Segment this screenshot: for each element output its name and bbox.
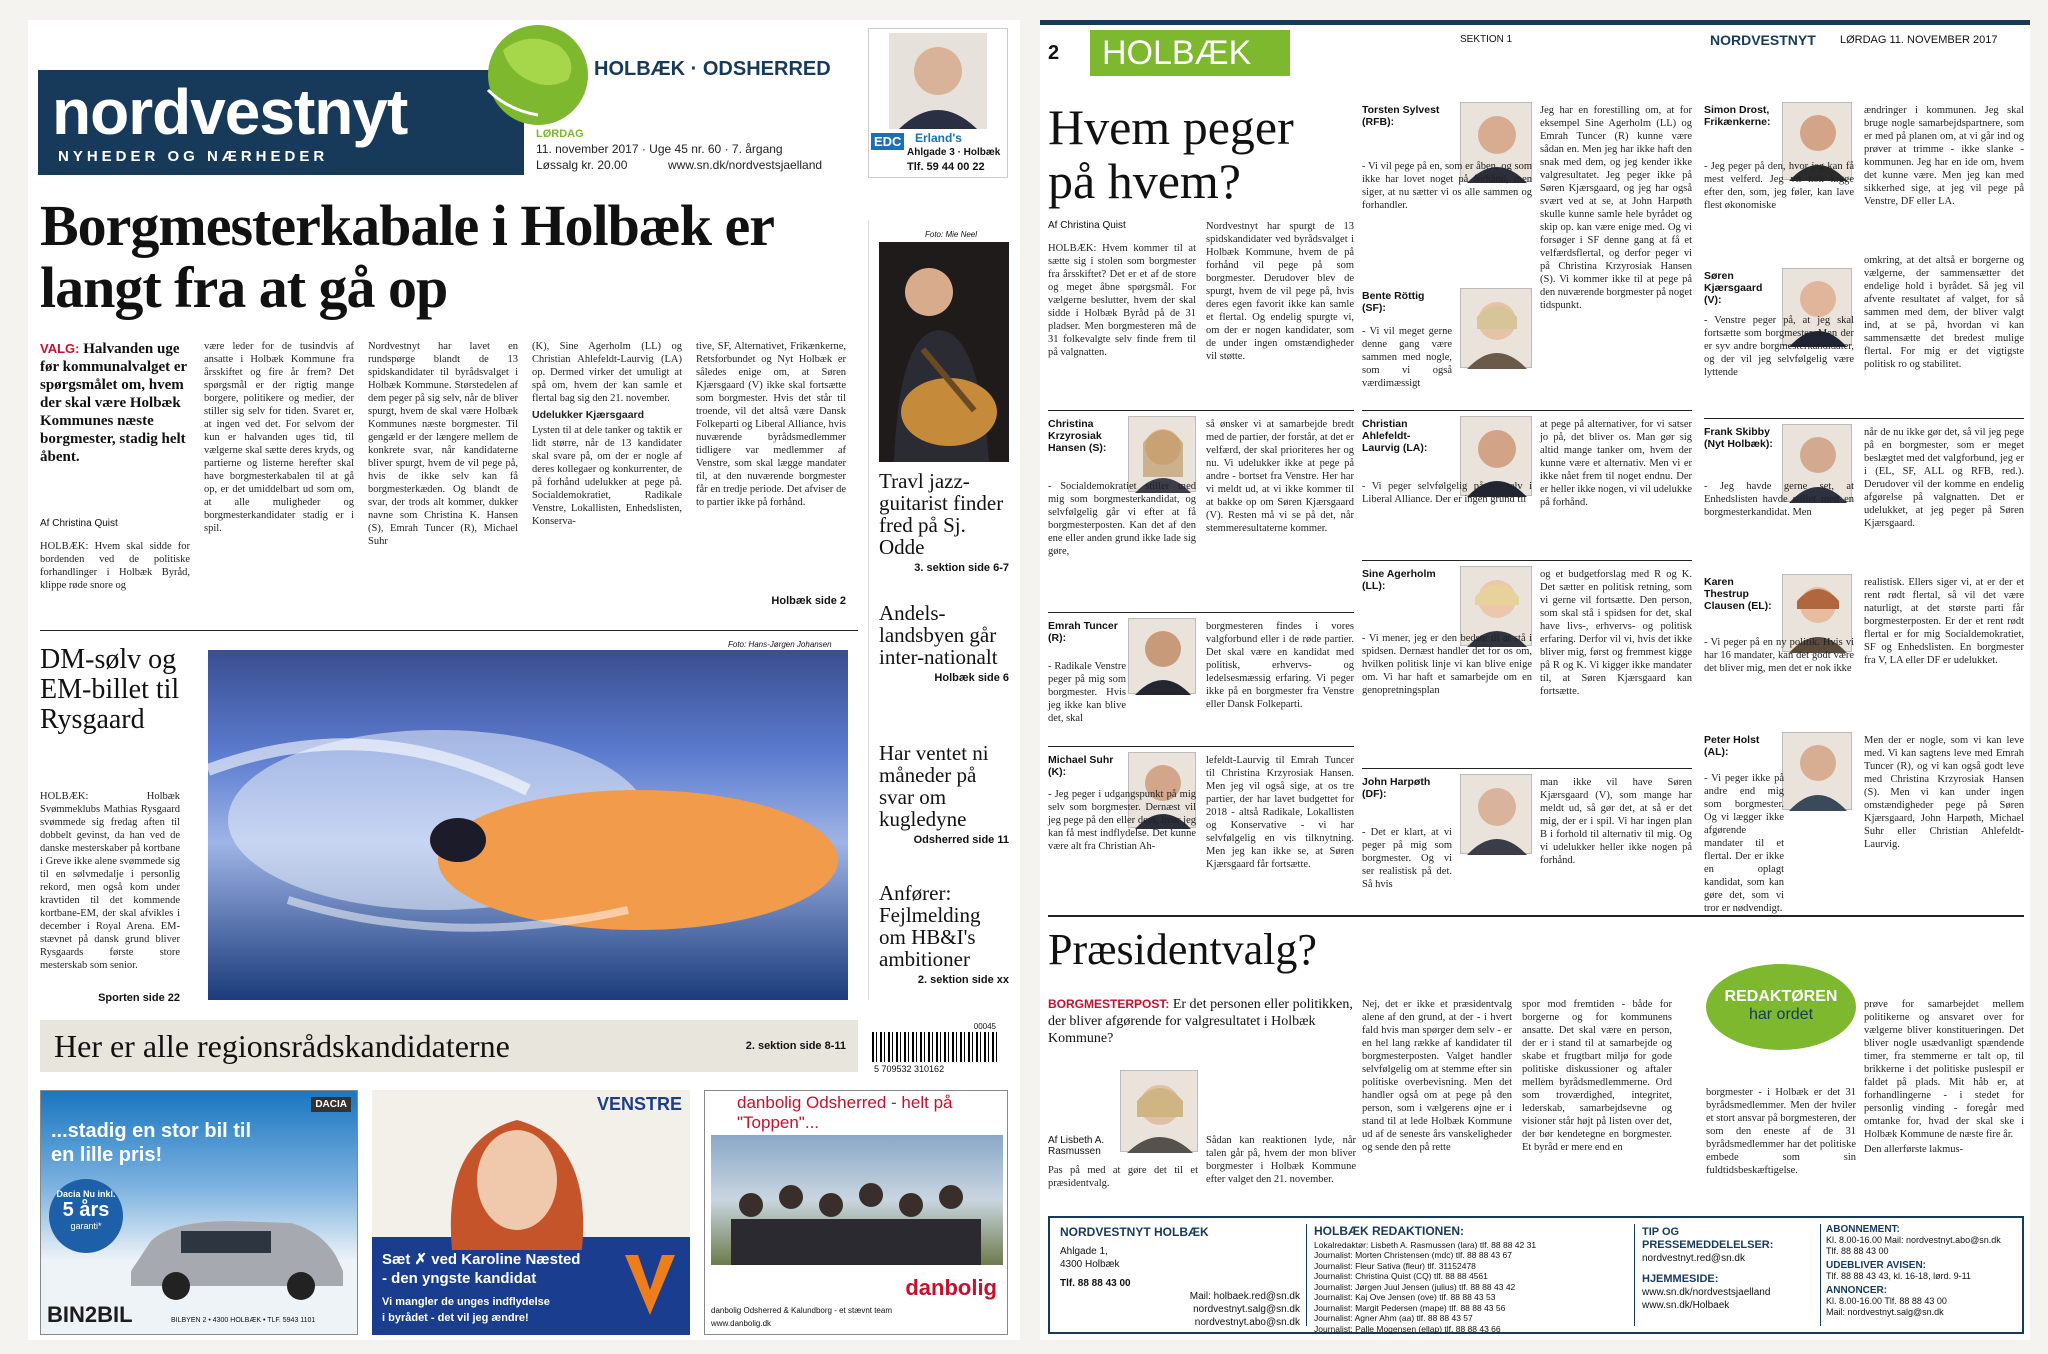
cand-tuncer-quote: - Radikale Venstre peger på mig som borgmester. Hvis jeg ikke kan blive det, skal [1048,661,1126,724]
feature-col3: Jeg har en forestilling om, at for eksempel Sine Agerholm (LL) og Emrah Tuncer (R) kunne være sådan en. Men jeg har ikke haft den snak med dem, og jeg kender ikke valgresultatet. Jeg peger ikke på Søren Kjærsgaard, og jeg har også svært ved at se, at John Harpøth skulle kunne samle hele byrådet og skip op. kan være enige med. Og vi forsøger i SF denne gang at få et velfærdsflertal, og derfor peger vi på Christina Krzyrosiak Hansen (S). Vi kommer ikke til at pege på den nuværende borgmester på noget tidspunkt. [1540,105,1693,311]
editorial-byline: Af Lisbeth A. Rasmussen [1048,1135,1105,1157]
footer-abo-line4: Kl. 8.00-16.00 Tlf. 88 88 43 00 [1826,1296,1947,1306]
feature-col4c: når de nu ikke gør det, så vil jeg pege på en borgmester, som er meget beslægtet med det valgforbund, jeg er i (EL, SF, ALL og RFB, red.). Derudover vil der komme en endelig afgørelse på valgnatten. Det er udelukket, at jeg peger på Søren Kjærsgaard. [1864,427,2024,529]
cand-holst-name: Peter Holst (AL): [1704,734,1760,758]
ad-danbolig-web: www.danbolig.dk [711,1319,772,1328]
section-tab[interactable]: HOLBÆK [1090,30,1290,76]
masthead-day: LØRDAG [536,128,584,140]
rule-c3-1 [1704,418,2024,419]
masthead [38,70,524,175]
masthead-tagline: NYHEDER OG NÆRHEDER [58,148,329,165]
cand-rottig-quote: - Vi vil meget gerne denne gang være sammen med nogle, som vi også værdimæssigt [1362,326,1452,389]
rule-c2-2 [1362,560,1692,561]
cand-skibby-quote: - Jeg havde gerne set, at Enhedslisten havde stillet med en borgmesterkandidat. Men [1704,481,1854,518]
editor-stamp-b: har ordet [1748,1006,1814,1023]
editorial-byline-photo [1120,1070,1198,1152]
cand-clausen-quote: - Vi peger på en ny politik. Hvis vi har 16 mandater, kan det godt være det bliver mig, men det er nok ikke [1704,637,1854,674]
feature-col3d: man ikke vil have Søren Kjærsgaard (V), som mange har meldt ud, så gør det, at så er det mig, der er i spil. Vi har ingen plan B i forhold til alternativ til mig. Og vi udelukker heller ikke nogen på forhånd. [1540,777,1692,866]
cand-rottig-name: Bente Röttig (SF): [1362,290,1425,314]
ad-erlands[interactable] [868,28,1008,178]
footer-staff-line: Journalist: Jørgen Juul Jensen (julius) tlf. 88 88 43 42 [1314,1281,1516,1292]
editor-stamp-a: REDAKTØREN [1724,988,1838,1005]
cand-tuncer-name: Emrah Tuncer (R): [1048,620,1118,644]
sidebar-photo-credit: Foto: Mie Neel [925,230,978,239]
cand-krzyrosiak-quote: - Socialdemokratiet stiller med mig som borgmesterkandidat, og selvfølgelig går vi efter at få borgmesterposten. Kan det af den ene eller anden grund ikke lade sig gøre, [1048,481,1196,557]
lead-deck [40,340,190,466]
footer-staff-line: Journalist: Kaj Ove Jensen (ove) tlf. 88 88 43 53 [1314,1292,1496,1302]
lead-deck-text: Halvanden uge før kommunalvalget er spørgsmålet om, hvem der skal være Holbæk Kommunes næste borgmester, stadig helt åbent. [40,341,187,465]
inside-page [1040,20,2030,1340]
barcode-bottom: 5 709532 310162 [874,1064,945,1074]
footer-tips-title: TIP OG PRESSEMEDDELELSER: [1642,1226,1774,1251]
feature-col4e: Men der er nogle, som vi kan leve med. Vi kan sagtens leve med Emrah Tuncer (R), og vi kan også godt leve med Christina Krzyrosiak Hansen (S). Men vi kan under ingen omstændigheder pege på Søren Kjærsgaard, John Harpøth, Michael Suhr eller Christian Ahlefeldt-Laurvig. [1864,735,2024,850]
footer-web-2[interactable]: www.sn.dk/Holbaek [1642,1300,1730,1311]
page-date: LØRDAG 11. NOVEMBER 2017 [1840,34,1998,46]
ad-venstre-portrait [432,1100,602,1250]
editorial-col5b-text: Den allerførste lakmus- [1864,1144,1964,1155]
sidebar-item-1-ref: 3. sektion side 6-7 [914,562,1009,574]
cand-ahlefeldt-quote: - Vi peger selvfølgelig på os selv i Liberal Alliance. Der er ingen grund til [1362,481,1532,505]
masthead-regions: HOLBÆK · ODSHERRED [594,58,831,80]
cand-agerholm-quote: - Vi mener, jeg er den bedste til at stå i spidsen. Dernæst handler det for os om, hvilken politisk linje vi kan blive enige om. Vi har haft et samarbejde om en genopretningsplan [1362,633,1532,696]
feature-col4b: omkring, at det altså er borgerne og vælgerne, der sammensætter det endelige hold i byrådet. Så jeg vil afvente resultatet af valget, for så sammen med dem, der bliver valgt ind, at se på, hvordan vi kan sammensætte det bredest mulige flertal. For mig er det vigtigste politisk ro og stabilitet. [1864,255,2024,370]
cand-skibby-name: Frank Skibby (Nyt Holbæk): [1704,426,1773,450]
footer-tips-mail[interactable]: nordvestnyt.red@sn.dk [1642,1253,1745,1264]
ad-dacia-address: BILBYEN 2 • 4300 HOLBÆK • TLF. 5943 1101 [171,1317,316,1324]
footer-abo-line2: Tlf. 88 88 43 00 [1826,1246,1889,1256]
feature-intro-a: HOLBÆK: Hvem kommer til at sætte sig i stolen som borgmester fra årsskiftet? Det er et af de store og meget åbne spørgsmål. For vælgerne beslutter, hvem der skal sidde i Holbæk Byråd på de 31 pladser. Men borgmesteren må de 31 folkevalgte selv finde frem til på valgnatten. [1048,243,1196,358]
footer-abo-line1: Kl. 8.00-16.00 Mail: nordvestnyt.abo@sn.dk [1826,1235,2001,1245]
ad-venstre-party: VENSTRE [596,1094,682,1114]
masthead-price: Løssalg kr. 20.00 [536,158,628,172]
footer-staff-line: Journalist: Christina Quist (CQ) tlf. 88 88 4561 [1314,1271,1488,1281]
front-page [28,20,1020,1340]
ad-danbolig-photo [711,1135,1003,1265]
rule-c1-3 [1048,746,1354,747]
lead-headline[interactable]: Borgmesterkabale i Holbæk er langt fra at gå op [40,193,773,320]
sidebar-item-3-ref: Odsherred side 11 [913,834,1009,846]
ad-venstre[interactable] [372,1090,690,1335]
footer-web-1[interactable]: www.sn.dk/nordvestsjaelland [1642,1287,1771,1298]
editorial-deck-text: Er det personen eller politikken, der bliver afgørende for valgresultatet i Holbæk Kommune? [1048,997,1353,1046]
footer-abo-title: ABONNEMENT: [1826,1224,1900,1235]
sidebar-item-4-headline: Anfører: Fejlmelding om HB&I's ambitioner [879,881,981,971]
lead-col4b-text: Lysten til at dele tanker og taktik er lidt større, når de 13 kandidater skal svare på, om der er nogle af deres kollegaer og konkurrenter, de på forhånd udelukker at pege på. Socialdemokratiet, Radikale Venstre, Lokallisten, Enhedslisten, Konserva- [532,425,682,527]
rule-c2-1 [1362,410,1692,411]
editorial-kicker: BORGMESTERPOST: [1048,997,1170,1011]
barcode-top: 00045 [973,1022,996,1031]
feature-headline[interactable]: Hvem peger på hvem? [1048,99,1294,209]
editorial-col1: Pas på med at gøre det til et præsidentvalg. [1048,1165,1198,1189]
cand-harpoth-quote: - Det er klart, at vi peger på mig som borgmester. Og vi ser realistisk på det. Så hvis [1362,827,1452,890]
lead-body-col3: Nordvestnyt har lavet en rundspørge blandt de 13 spidskandidater til byrådsvalget i Holbæk Kommune. Størstedelen af dem peger på sig selv, når de bliver spurgt, hvem de skal være Holbæk Kommunes næste borgmester. Til gengæld er der længere mellem de konkrete svar, når kandidaterne bliver spurgt, hvem de vil pege på, hvis de ikke selv kan få borgmesterkæden. Og blandt de svar, der trods alt kommer, dukker navne som Christina K. Hansen (S), Emrah Tuncer (R), Michael Suhr [368,341,518,547]
footer-office-address1: Ahlgade 1, [1060,1246,1108,1257]
footer-abo-title3: ANNONCER: [1826,1285,1888,1296]
footer-staff-line: Journalist: Fleur Sativa (fleur) tlf. 31152478 [1314,1260,1476,1271]
sidebar-item-2-headline: Andels-landsbyen går inter-nationalt [879,601,998,669]
cand-harpoth-photo [1460,774,1532,854]
footer-office-mail3[interactable]: nordvestnyt.abo@sn.dk [1194,1317,1300,1328]
editorial-deck [1048,996,1368,1047]
ad-dacia-logo: DACIA [311,1097,351,1112]
ad-dacia[interactable] [40,1090,358,1335]
sidebar-item-4-ref: 2. sektion side xx [917,974,1009,986]
divider-sport [40,630,858,631]
ad-danbolig-headline: danbolig Odsherred - helt på "Toppen"... [737,1093,953,1132]
footer-office-address2: 4300 Holbæk [1060,1259,1120,1270]
footer-staff-title: HOLBÆK REDAKTIONEN: [1314,1224,1464,1238]
footer-office-mail1[interactable]: Mail: holbaek.red@sn.dk [1189,1291,1300,1302]
cand-kjaersgaard-name: Søren Kjærsgaard (V): [1704,270,1763,306]
cand-sylvest-quote: - Vi vil pege på en, som er åben, og som ikke har lovet noget på forhånd, men siger, at nu sætter vi os alle sammen og forhandler. [1362,161,1532,211]
cand-suhr-quote: - Jeg peger i udgangspunkt på mig selv som borgmester. Dernæst vil jeg pege på den eller dem, hvor jeg kan få mest indflydelse. Det kunne være alt fra Christian Ah- [1048,789,1196,852]
feature-intro-b: Nordvestnyt har spurgt de 13 spidskandidater ved byrådsvalget i Holbæk Kommune, hvem de på forhånd vil pege på som borgmester. Derudover blev de spurgt, hvem de vil pege på, hvis deres egen favorit ikke kan samle et flertal. Og endelig spurgte vi, om der er nogen kandidater, som de under ingen omstændigheder vil støtte. [1206,221,1354,362]
footer-office [1060,1226,1300,1329]
footer-staff [1314,1226,1624,1334]
cand-rottig-photo [1460,288,1532,368]
cand-drost-quote: - Jeg peger på den, hvor jeg kan få mest velferd. Jeg vil nok kigge efter den, som, jeg føler, kan lave flest økonomiske [1704,161,1854,211]
sidebar-item-2-ref: Holbæk side 6 [934,672,1009,684]
footer-abo-line5[interactable]: Mail: nordvestnyt.salg@sn.dk [1826,1307,1944,1317]
feature-byline: Af Christina Quist [1048,220,1126,231]
footer-box [1048,1216,2024,1334]
footer-divider-1 [1306,1224,1307,1326]
cand-tuncer-photo [1128,618,1196,694]
sport-ref[interactable]: Sporten side 22 [98,992,180,1004]
top-rule [1040,20,2030,25]
cand-drost-name: Simon Drost, Frikænkerne: [1704,104,1771,128]
lead-ref[interactable]: Holbæk side 2 [771,595,846,607]
footer-tips [1642,1226,1812,1312]
editorial-col1b: Sådan kan reaktionen lyde, når talen går på, hvem der mon bliver borgmester i Holbæk Kommune efter valget den 21. november. [1206,1135,1356,1185]
sidebar-item-3[interactable] [879,742,1009,846]
footer-staff-line: Lokalredaktør: Lisbeth A. Rasmussen (lara) tlf. 88 88 42 31 [1314,1239,1537,1250]
ad-edc-address: Ahlgade 3 · Holbæk [907,147,1001,158]
cand-suhr-name: Michael Suhr (K): [1048,754,1114,778]
lead-kicker: VALG: [40,341,80,356]
footer-staff-line: Journalist: Morten Christensen (mdc) tlf. 88 88 43 67 [1314,1250,1512,1260]
lead-col4-text: (K), Sine Agerholm (LL) og Christian Ahlefeldt-Laurvig (LA) op. Dermed virker det umuligt at spå om, hvem der kan samle et flertal bag sig den 21. november. [532,341,682,404]
feature-text-a: så ønsker vi at samarbejde bredt med de partier, der forstår, at det er velfærd, der skal prioriteres her og nu. Vi udelukker ikke at pege på andre - bortset fra Venstre. Her har vi meldt ud, at vi ikke kommer til at bakke op om Søren Kjærsgaard (V). Resten må vi se på det, når stemmeresultaterne kommer. [1206,419,1354,534]
ad-edc-name: Erland's [915,131,962,145]
cand-krzyrosiak-name: Christina Krzyrosiak Hansen (S): [1048,418,1107,454]
sport-headline[interactable]: DM-sølv og EM-billet til Rysgaard [40,644,180,735]
editorial-col3: spor mod fremtiden - både for borgerne og for kommunens ansatte. Det skal være en person, der er i stand til at samarbejde og skabe et frugtbart miljø for gode politiske diskussioner og aftaler mellem byrådsmedlemmerne. Ord som troværdighed, integritet, lederskab, samarbejdsevne og visioner står højt på listen over det, der bør kendetegne en borgmester. Et byråd er mere end en [1522,999,1672,1153]
ad-dacia-dealer: BIN2BIL [47,1302,133,1327]
barcode [870,1022,1000,1076]
editorial-col4: borgmester - i Holbæk er det 31 byrådsmedlemmer. Men der hviler et stort ansvar på borgmesteren, der som den eneste af de 31 byrådsmedlemmer har det politiske embede som sin fuldtidsbeskæftigelse. [1706,1087,1856,1176]
editor-stamp [1706,964,1856,1050]
ad-dacia-price-label: Dacia Nu inkl. [56,1189,116,1199]
regional-banner-text: Her er alle regionsrådskandidaterne [54,1028,510,1064]
masthead-dateline: 11. november 2017 · Uge 45 nr. 60 · 7. årgang [536,142,783,156]
ad-dacia-price: 5 års [62,1199,110,1221]
ad-venstre-line4: i byrådet - det vil jeg ændre! [382,1312,529,1324]
sidebar-photo-guitarist [879,242,1009,462]
feature-col4: ændringer i kommunen. Jeg skal bruge nogle samarbejdspartnere, som er med på planen om, at vi går ind og prøver at trimme - ikke slanke - kommunen. Jeg har en ide om, hvem det kunne være. Men jeg kan med sikkerhed sige, at jeg vil pege på Venstre, DF eller LA. [1864,105,2024,207]
lead-body-col2: være leder for de tusindvis af ansatte i Holbæk Kommune fra årsskiftet og fire år frem? Det spørgsmål er der rigtig mange borgere, politikere og medier, der stiller sig selv for tiden. Svaret er, at ingen ved det. For selvom der kun er halvanden uges tid, til vælgerne skal sætte deres kryds, og partierne og listerne herefter skal have borgmesterkabalen til at gå op, er det umiddelbart ud som om, at alle muligheder og borgmesterkandidater stadig er i spil. [204,341,354,534]
footer-office-phone: Tlf. 88 88 43 00 [1060,1278,1131,1289]
lead-body-col4 [532,340,682,610]
footer-staff-line: Journalist: Margit Pedersen (mape) tlf. 88 88 43 56 [1314,1302,1506,1313]
ad-venstre-line2: - den yngste kandidat [382,1270,537,1287]
ad-danbolig[interactable] [704,1090,1008,1335]
ad-dacia-price-sub: garanti* [70,1221,102,1231]
footer-divider-2 [1634,1224,1635,1326]
ad-edc-logo: EDC [871,133,904,150]
rule-editorial [1048,915,2024,917]
editorial-col5 [1864,998,2024,1204]
rule-c2-3 [1362,768,1692,769]
footer-staff-line: Journalist: Palle Mogensen (ellap) tlf. 88 88 43 66 [1314,1323,1501,1334]
ad-dacia-headline: ...stadig en stor bil til en lille pris! [51,1120,252,1166]
sport-photo-swimmer [208,650,848,1000]
cand-clausen-name: Karen Thestrup Clausen (EL): [1704,576,1772,612]
feature-col3c: og et budgetforslag med R og K. Det sætter en politisk retning, som vi gerne vil fortsætte. Den person, som skal stå i spidsen for det, skal have livs-, erhvervs- og politisk erfaring. Derfor vil vi, hvis det ikke bliver mig, først og fremmest kigge på R og K. Vi kigger ikke mandater til, at Søren Kjærsgaard kan fortsætte. [1540,569,1692,697]
cand-kjaersgaard-quote: - Venstre peger på, at jeg skal fortsætte som borgmester. Men der er syv andre borgmesterkandidater, og der vil jeg selvfølgelig være lyttende [1704,315,1854,378]
sidebar-item-3-headline: Har ventet ni måneder på svar om kugledyne [879,741,989,831]
ad-dacia-price-badge [49,1179,123,1253]
footer-web-title: HJEMMESIDE: [1642,1273,1719,1285]
lead-body-col1: HOLBÆK: Hvem skal sidde for bordenden ved de politiske forhandlinger i Holbæk Byråd, klippe røde snore og [40,541,190,591]
editorial-col2: Nej, det er ikke et præsidentvalg alene af den grund, at der - i hvert fald hvis man spørger dem selv - er en hel lang række af kandidater til borgmesterposten. Valget handler selvfølgelig om at stemme efter sin politiske overbevisning. Men det handler også om at pege på den person, som i vælgerens øjne er i stand til at lede Holbæk Kommune ud af de seneste års vanskeligheder og sende den på rette [1362,999,1512,1153]
lead-subhead: Udelukker Kjærsgaard [532,409,645,421]
ad-danbolig-footer: danbolig Odsherred & Kalundborg - et stævnt team [711,1306,892,1315]
globe-icon [468,20,608,130]
ad-danbolig-brand: danbolig [905,1275,997,1300]
cand-sylvest-name: Torsten Sylvest (RFB): [1362,104,1440,128]
car-icon [121,1201,351,1301]
ad-venstre-line1: Sæt ✗ ved Karoline Næsted [382,1251,581,1268]
footer-abo-line3: Tlf. 88 88 43 43, kl. 16-18, lørd. 9-11 [1826,1271,1971,1281]
footer-abo [1826,1224,2022,1318]
footer-divider-3 [1820,1224,1821,1326]
cand-harpoth-name: John Harpøth (DF): [1362,776,1431,800]
sidebar-item-2[interactable] [879,602,1009,684]
editorial-col5-text: prøve for samarbejdet mellem politikerne og ansvaret over for vælgerne bliver konstitueringen. Det bliver nogle usædvanligt spændende timer, fra stemmerne er talt op, til brikkerne i det politiske puslespil er faldet på plads. Mit håb er, at forhandlingerne - i stedet for personlig vinding - foregår med omtanke for, hvad der skal ske i Holbæk Kommune de næste fire år. [1864,999,2024,1140]
lead-body-col5: tive, SF, Alternativet, Frikænkerne, Retsforbundet og Nyt Holbæk er således enige om, at Søren Kjærsgaard (V) ikke skal fortsætte som borgmester. Hvis det står til troende, vil det altså være Dansk Folkeparti og Liberal Alliance, hvis nuværende byrådsmedlemmer tidligere var medlemmer af Venstre, som skal lægge mandater til, at den nuværende borgmester får en tredje periode. Det afviser de to partier ikke på forhånd. [696,341,846,508]
footer-staff-line: Journalist: Agner Ahm (aa) tlf. 88 88 43 57 [1314,1313,1473,1323]
ad-portrait [889,33,987,129]
footer-office-mail2[interactable]: nordvestnyt.salg@sn.dk [1193,1304,1300,1315]
logo-wordmark: nordvestnyt [52,76,408,148]
rule-c1-1 [1048,410,1354,411]
feature-text-b: borgmesteren findes i vores valgforbund eller i de røde partier. Det skal være en kandidat med politisk, erhvervs- og ledelsesmæssig erfaring. Vi peger ikke på en borgmester fra Venstre eller Dansk Folkeparti. [1206,621,1354,710]
barcode-bars [872,1032,998,1062]
footer-abo-title2: UDEBLIVER AVISEN: [1826,1260,1927,1271]
sidebar-item-1[interactable] [879,470,1009,574]
section-label: SEKTION 1 [1460,34,1513,45]
sidebar-item-4[interactable] [879,882,1009,986]
sidebar-item-1-headline: Travl jazz-guitarist finder fred på Sj. Odde [879,469,1004,559]
page-number: 2 [1048,42,1060,64]
cand-holst-quote: - Vi peger ikke på andre end mig som borgmester. Og vi lægger ikke afgørende mandater til et flertal. Der er ikke en oplagt kandidat, som kan gøre det, som vi tror er nødvendigt. [1704,773,1784,914]
ad-venstre-line3: Vi mangler de unges indflydelse [382,1296,550,1308]
cand-ahlefeldt-name: Christian Ahlefeldt-Laurvig (LA): [1362,418,1428,454]
lead-byline: Af Christina Quist [40,518,118,529]
editorial-headline[interactable]: Præsidentvalg? [1048,925,1317,974]
feature-col3b: at pege på alternativer, for vi satser jo på, det bliver os. Man gør sig altid mange tanker om, hvem der kunne være et alternativ. Men vi er ikke nået frem til noget endnu. Der er heller ikke nogen, vi vil udelukke på forhånd. [1540,419,1692,508]
rule-c1-2 [1048,612,1354,613]
cand-holst-photo [1782,732,1852,810]
sport-photo-credit: Foto: Hans-Jørgen Johansen [728,640,832,649]
cand-agerholm-name: Sine Agerholm (LL): [1362,568,1436,592]
feature-text-c: lefeldt-Laurvig til Emrah Tuncer til Christina Krzyrosiak Hansen. Men jeg vil også sige, at os tre partier, der har lavet budgettet for 2018 - altså Radikale, Lokallisten og Konservative - vi har selvfølgelig en vis tilknytning. Men jeg kan ikke se, at Søren Kjærsgaard får fortsætte. [1206,755,1354,870]
feature-col4d: realistisk. Ellers siger vi, at er der et rent rødt flertal, så vil det være naturligt, at det største parti får borgmesterposten. Er der et rent rødt flertal er for mig Socialdemokratiet, SF og Enhedslisten. En borgmester fra V, LA eller DF er udelukket. [1864,577,2024,666]
regional-banner-ref: 2. sektion side 8-11 [745,1040,846,1052]
ad-edc-phone: Tlf. 59 44 00 22 [907,161,985,173]
sidebar [868,220,1008,1000]
venstre-logo-icon [620,1250,680,1320]
masthead-web: www.sn.dk/nordvestsjaelland [668,158,823,172]
regional-banner[interactable] [40,1020,858,1072]
paper-name: NORDVESTNYT [1710,32,1816,48]
sport-body: HOLBÆK: Holbæk Svømmeklubs Mathias Rysgaard svømmede sig fredag aften til dobbelt gevinst, da han ved de danske mesterskaber på kortbane i Greve ikke alene svømmede sig til en sølvmedalje i personlig rekord, men også kom under kravtiden til det kommende kortbane-EM, der skal afvikles i december i Royal Arena. EM-stævnet på dansk grund bliver Rysgaards første store mesterskab som senior. [40,791,180,971]
footer-office-title: NORDVESTNYT HOLBÆK [1060,1225,1209,1239]
